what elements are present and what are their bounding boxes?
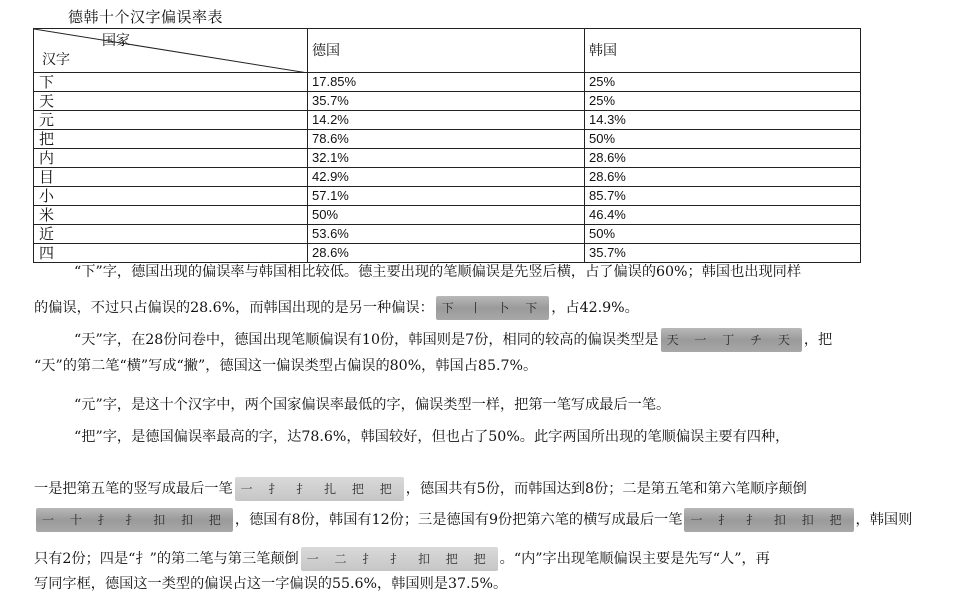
paragraph-tian-line1 xyxy=(34,328,980,352)
paragraph-ba-line1: “把”字，是德国偏误率最高的字，达78.6%，韩国较好，但也占了50%。此字两国所出现的笔顺偏误主要有四种， xyxy=(74,429,790,445)
table-row xyxy=(34,73,861,92)
paragraph-tian-text: “天”字，在28份问卷中，德国出现笔顺偏误有10份，韩国则是7份，相同的较高的偏误类型是 xyxy=(74,332,659,348)
cell-korea-rate: 50% xyxy=(585,130,861,149)
header-germany: 德国 xyxy=(308,29,585,73)
cell-korea-rate: 14.3% xyxy=(585,111,861,130)
paragraph-ba-line2 xyxy=(34,477,966,501)
paragraph-xia-tail: ，占42.9%。 xyxy=(551,300,639,316)
cell-korea-rate: 35.7% xyxy=(585,244,861,263)
cell-korea-rate: 28.6% xyxy=(585,168,861,187)
diagonal-line xyxy=(34,29,308,73)
cell-korea-rate: 25% xyxy=(585,92,861,111)
error-rate-table xyxy=(33,28,861,263)
cell-germany-rate: 42.9% xyxy=(308,168,585,187)
cell-korea-rate: 85.7% xyxy=(585,187,861,206)
cell-korea-rate: 50% xyxy=(585,225,861,244)
cell-character: 米 xyxy=(34,206,308,225)
table-row xyxy=(34,244,861,263)
cell-germany-rate: 35.7% xyxy=(308,92,585,111)
header-char-label: 汉字 xyxy=(42,52,70,68)
stroke-order-image-ba-2: 一 十 扌 扌 扣 扣 把 xyxy=(36,508,233,532)
paragraph-yuan: “元”字，是这十个汉字中，两个国家偏误率最低的字，偏误类型一样，把第一笔写成最后一笔。 xyxy=(74,397,671,413)
table-row xyxy=(34,206,861,225)
stroke-order-image-ba-4: 一 二 扌 扌 扣 把 把 xyxy=(301,547,498,571)
paragraph-ba-text-2: ，德国共有5份，而韩国达到8份；二是第五笔和第六笔顺序颠倒 xyxy=(405,481,807,497)
paragraph-nei-line2: 写同字框，德国这一类型的偏误占这一字偏误的55.6%，韩国则是37.5%。 xyxy=(34,576,508,592)
paragraph-xia-line2 xyxy=(34,296,966,320)
paragraph-ba-text-5: 只有2份；四是“扌”的第二笔与第三笔颠倒 xyxy=(34,551,299,567)
table-row xyxy=(34,187,861,206)
stroke-order-image-ba-1: 一 扌 扌 扎 把 把 xyxy=(235,477,404,501)
table-row xyxy=(34,168,861,187)
table-title: 德韩十个汉字偏误率表 xyxy=(68,8,224,26)
header-korea: 韩国 xyxy=(585,29,861,73)
cell-character: 元 xyxy=(34,111,308,130)
paragraph-xia-line1: “下”字，德国出现的偏误率与韩国相比较低。德主要出现的笔顺偏误是先竖后横，占了偏误的60%；韩国也出现同样 xyxy=(74,264,802,280)
table-row xyxy=(34,225,861,244)
paragraph-ba-line3 xyxy=(34,508,966,532)
paragraph-ba-text-4: ，韩国则 xyxy=(855,512,913,528)
cell-character: 把 xyxy=(34,130,308,149)
cell-character: 下 xyxy=(34,73,308,92)
cell-korea-rate: 28.6% xyxy=(585,149,861,168)
cell-germany-rate: 53.6% xyxy=(308,225,585,244)
cell-korea-rate: 25% xyxy=(585,73,861,92)
header-corner-cell xyxy=(34,29,308,73)
header-country-label: 国家 xyxy=(102,33,130,49)
cell-character: 近 xyxy=(34,225,308,244)
cell-character: 天 xyxy=(34,92,308,111)
cell-germany-rate: 28.6% xyxy=(308,244,585,263)
cell-character: 内 xyxy=(34,149,308,168)
cell-germany-rate: 57.1% xyxy=(308,187,585,206)
table-row xyxy=(34,92,861,111)
paragraph-nei-text: 。“内”字出现笔顺偏误主要是先写“人”，再 xyxy=(499,551,770,567)
table-row xyxy=(34,111,861,130)
cell-korea-rate: 46.4% xyxy=(585,206,861,225)
stroke-order-image-xia: 下 丨 卜 下 xyxy=(436,296,549,320)
stroke-order-image-tian: 天 一 丁 チ 天 xyxy=(661,328,802,352)
cell-germany-rate: 78.6% xyxy=(308,130,585,149)
paragraph-ba-text-1: 一是把第五笔的竖写成最后一笔 xyxy=(34,481,233,497)
cell-character: 四 xyxy=(34,244,308,263)
paragraph-ba-text-3: ，德国有8份，韩国有12份；三是德国有9份把第六笔的横写成最后一笔 xyxy=(234,512,683,528)
cell-germany-rate: 32.1% xyxy=(308,149,585,168)
stroke-order-image-ba-3: 一 扌 扌 扣 扣 把 xyxy=(684,508,853,532)
cell-germany-rate: 14.2% xyxy=(308,111,585,130)
paragraph-tian-tail: ，把 xyxy=(803,332,833,348)
paragraph-ba-line4 xyxy=(34,547,966,571)
cell-character: 小 xyxy=(34,187,308,206)
cell-character: 目 xyxy=(34,168,308,187)
paragraph-xia-text: 的偏误，不过只占偏误的28.6%，而韩国出现的是另一种偏误： xyxy=(34,300,434,316)
table-header-row xyxy=(34,29,861,73)
cell-germany-rate: 17.85% xyxy=(308,73,585,92)
table-row xyxy=(34,149,861,168)
paragraph-tian-line2: “天”的第二笔“横”写成“撇”，德国这一偏误类型占偏误的80%，韩国占85.7%。 xyxy=(34,358,538,374)
cell-germany-rate: 50% xyxy=(308,206,585,225)
table-row xyxy=(34,130,861,149)
